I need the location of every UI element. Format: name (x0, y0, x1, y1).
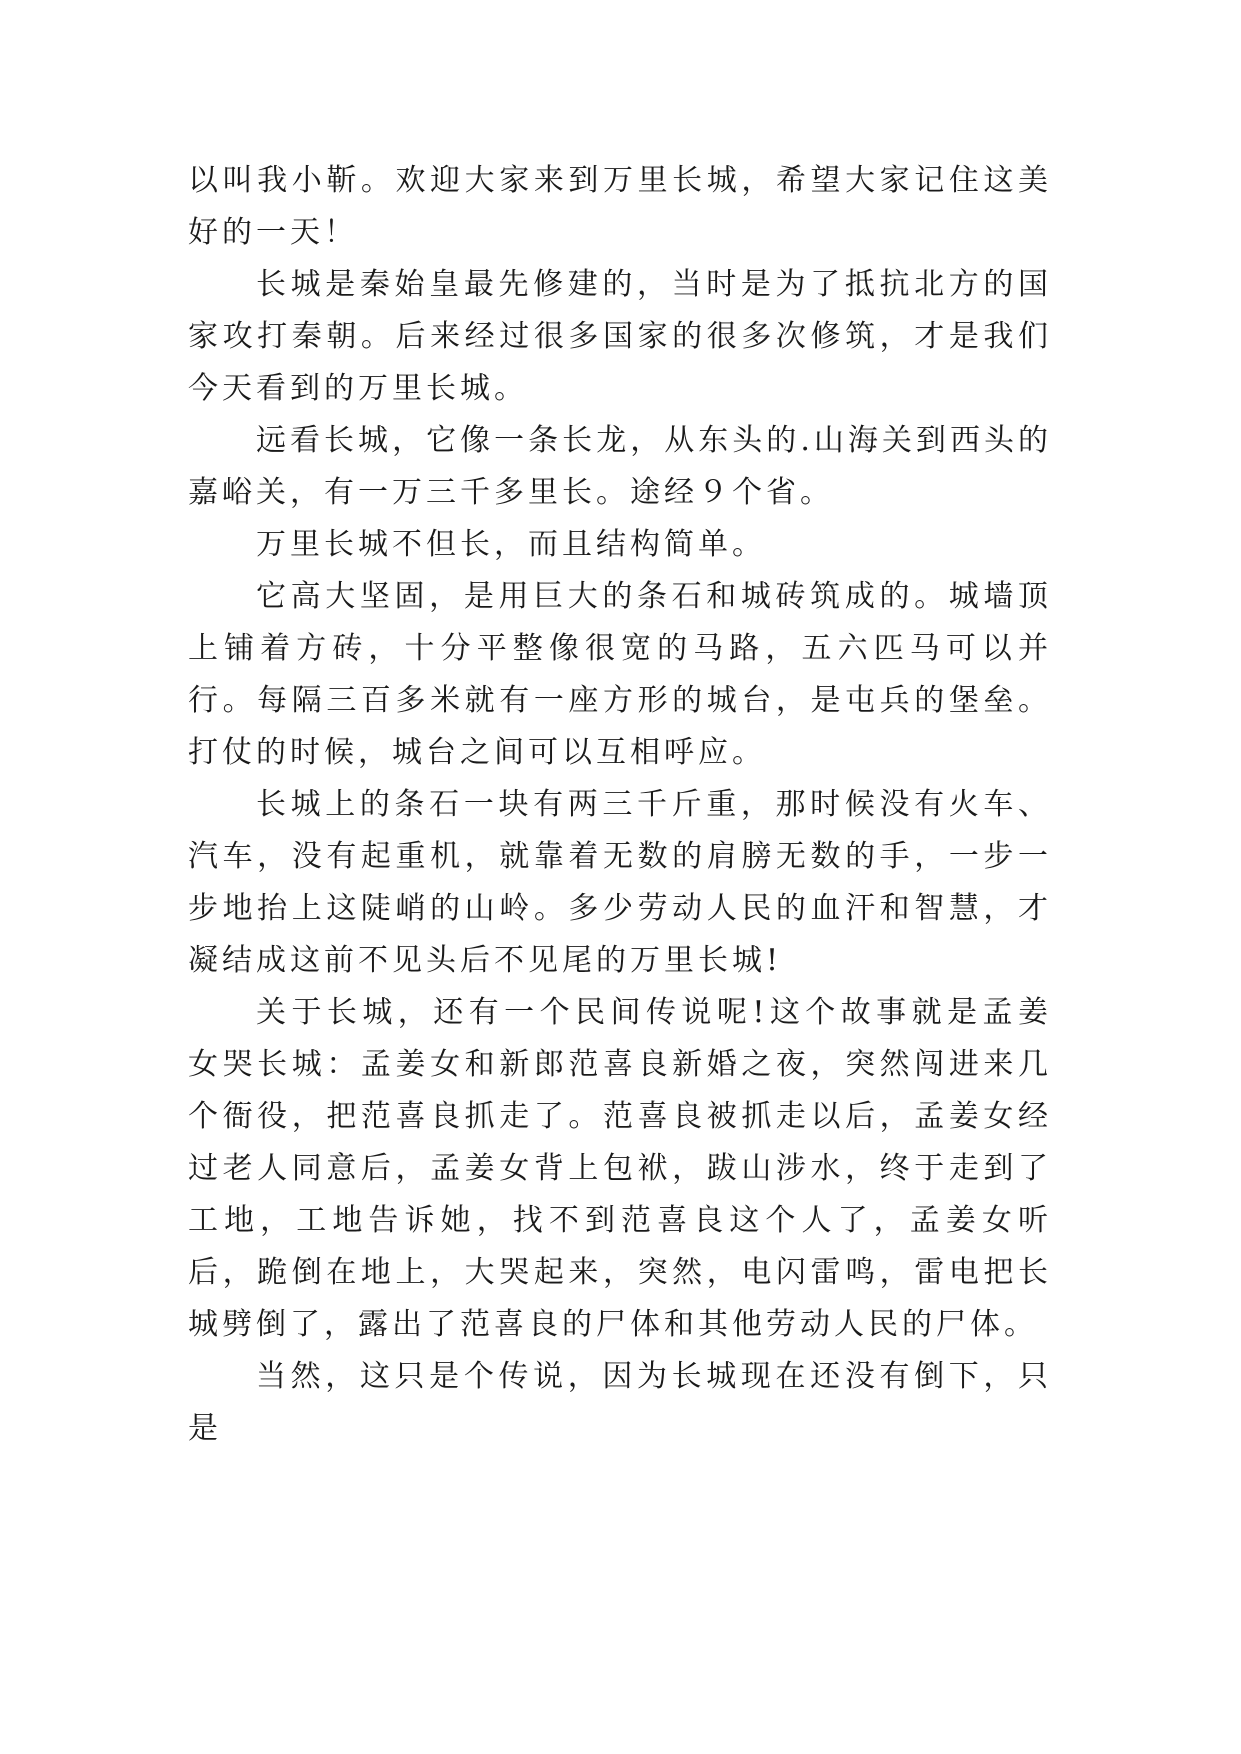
paragraph: 长城上的条石一块有两三千斤重，那时候没有火车、汽车，没有起重机，就靠着无数的肩膀无数的手，一步一步地抬上这陡峭的山岭。多少劳动人民的血汗和智慧，才凝结成这前不见头后不见尾的万里长城! (188, 787, 1052, 978)
paragraph: 长城是秦始皇最先修建的，当时是为了抵抗北方的国家攻打秦朝。后来经过很多国家的很多次修筑，才是我们今天看到的万里长城。 (188, 267, 1052, 406)
paragraph: 它高大坚固，是用巨大的条石和城砖筑成的。城墙顶上铺着方砖，十分平整像很宽的马路，五六匹马可以并行。每隔三百多米就有一座方形的城台，是屯兵的堡垒。打仗的时候，城台之间可以互相呼应。 (188, 579, 1052, 770)
paragraph: 以叫我小靳。欢迎大家来到万里长城，希望大家记住这美好的一天！ (188, 163, 1052, 250)
paragraph: 关于长城，还有一个民间传说呢!这个故事就是孟姜女哭长城：孟姜女和新郎范喜良新婚之夜，突然闯进来几个衙役，把范喜良抓走了。范喜良被抓走以后，孟姜女经过老人同意后，孟姜女背上包袱，跋山涉水，终于走到了工地，工地告诉她，找不到范喜良这个人了，孟姜女听后，跪倒在地上，大哭起来，突然，电闪雷鸣，雷电把长城劈倒了，露出了范喜良的尸体和其他劳动人民的尸体。 (188, 995, 1052, 1342)
paragraph: 万里长城不但长，而且结构简单。 (256, 527, 766, 562)
paragraph: 当然，这只是个传说，因为长城现在还没有倒下，只是 (188, 1359, 1052, 1446)
body-text (188, 155, 1052, 1455)
paragraph: 远看长城，它像一条长龙，从东头的.山海关到西头的嘉峪关，有一万三千多里长。途经９个省。 (188, 423, 1052, 510)
